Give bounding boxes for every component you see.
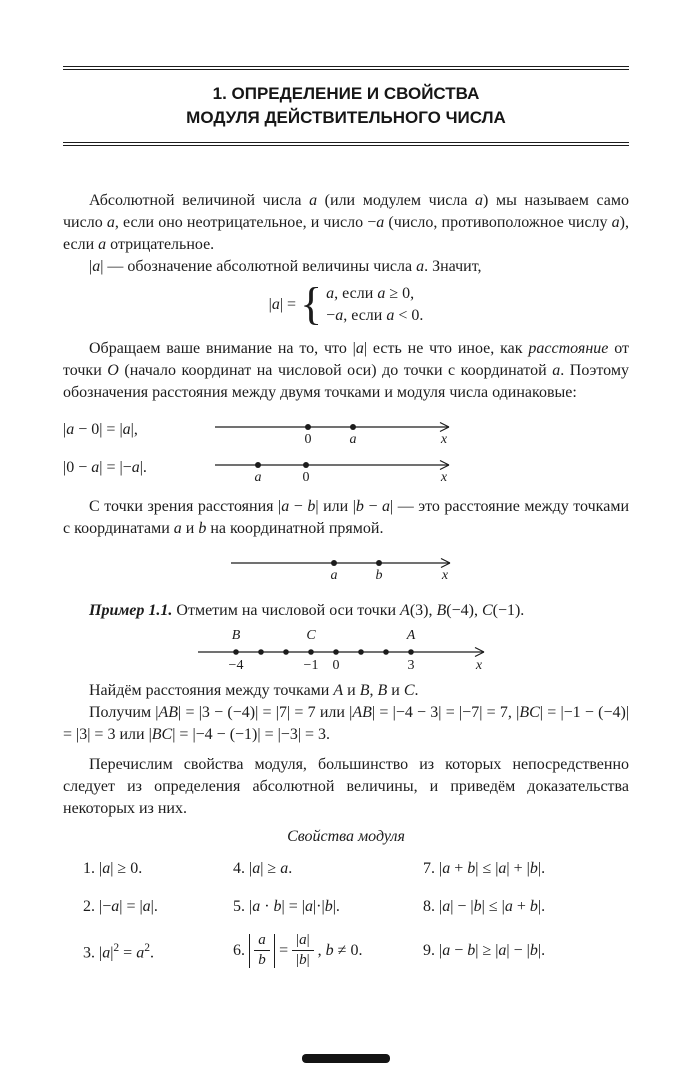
nl3-label-a: a	[330, 568, 337, 583]
cases-brace: {	[300, 278, 323, 329]
example-paragraph: Пример 1.1. Отметим на числовой оси точки A(3), B(−4), C(−1).	[89, 602, 525, 619]
nl2-label-a: a	[254, 470, 262, 485]
property-6-label: 6.	[233, 941, 245, 959]
paragraph-distance-ab: С точки зрения расстояния |a − b| или |b − a| — это расстояние между точками с координатами a и b на координатной прямой.	[63, 498, 630, 537]
fraction-a-over-b	[254, 932, 270, 970]
nl2-axis-label: x	[440, 470, 448, 485]
chapter-title	[63, 70, 629, 142]
chapter-title-line1: 1. ОПРЕДЕЛЕНИЕ И СВОЙСТВА	[212, 84, 480, 103]
property-6	[233, 932, 423, 970]
number-line-4	[196, 626, 496, 674]
modulus-cases-formula	[268, 278, 424, 329]
property-5: 5. |a · b| = |a|·|b|.	[233, 898, 340, 915]
fraction-denominator: b	[258, 952, 266, 969]
cases-lines	[326, 283, 423, 327]
property-8: 8. |a| − |b| ≤ |a + b|.	[423, 898, 546, 915]
nl1-label-a: a	[349, 432, 357, 447]
title-rule-bottom	[63, 142, 629, 146]
cases-line2: −a, если a < 0.	[326, 307, 424, 324]
property-9: 9. |a − b| ≥ |a| − |b|.	[423, 941, 546, 959]
property-3: 3. $|a|^2 = a^2$.	[83, 942, 154, 962]
nl4-axis-label: x	[475, 658, 483, 673]
properties-grid	[63, 856, 629, 970]
nl4-point-C: C	[306, 628, 316, 643]
paragraph-definition: Абсолютной величиной числа a (или модулем числа a) мы называем само число a, если оно неотрицательное, и число −a (число, противоположное числу a), если a отрицательное.	[63, 192, 629, 253]
property-7: 7. |a + b| ≤ |a| + |b|.	[423, 860, 546, 877]
paragraph-properties-intro: Перечислим свойства модуля, большинство из которых непосредственно следует из определения абсолютной величины, и приведём доказательства некоторых из них.	[63, 756, 629, 817]
nl3-axis-label: x	[441, 568, 448, 583]
property-6-condition: , b ≠ 0.	[317, 941, 363, 959]
nl3-label-b: b	[375, 568, 382, 583]
figure-row-1	[63, 412, 629, 448]
formula-a-minus-0: |a − 0| = |a|,	[63, 421, 138, 438]
number-line-2	[213, 450, 463, 486]
formula-0-minus-a: |0 − a| = |−a|.	[63, 459, 147, 476]
number-line-1	[213, 412, 463, 448]
paragraph-notation: |a| — обозначение абсолютной величины числа a. Значит,	[89, 258, 482, 275]
abs-bar-left	[249, 934, 250, 968]
property-1: 1. |a| ≥ 0.	[83, 860, 143, 877]
paragraph-computed-distances: Получим |AB| = |3 − (−4)| = |7| = 7 или |AB| = |−4 − 3| = |−7| = 7, |BC| = |−1 − (−4)| = |3| = 3 или |BC| = |−4 − (−1)| = |−3| = 3.	[63, 704, 630, 743]
fraction-denominator-abs: |b|	[296, 952, 310, 969]
fraction-numerator: a	[254, 932, 270, 951]
properties-heading: Свойства модуля	[287, 828, 405, 845]
chapter-title-line2: МОДУЛЯ ДЕЙСТВИТЕЛЬНОГО ЧИСЛА	[186, 108, 506, 127]
property-6-equals: =	[279, 941, 289, 959]
nl1-axis-label: x	[440, 432, 448, 447]
cases-lhs: |a| =	[268, 296, 297, 313]
nl4-label-minus4: −4	[228, 658, 244, 673]
property-2: 2. |−a| = |a|.	[83, 898, 158, 915]
property-4: 4. |a| ≥ a.	[233, 860, 293, 877]
nl4-label-minus1: −1	[303, 658, 319, 673]
page-bottom-mark	[302, 1054, 390, 1063]
nl4-label-three: 3	[407, 658, 415, 673]
nl4-label-zero: 0	[332, 658, 340, 673]
nl4-point-A: A	[406, 628, 416, 643]
fraction-absa-over-absb	[292, 932, 314, 970]
nl1-label-zero: 0	[304, 432, 312, 447]
paragraph-find-distances: Найдём расстояния между точками A и B, B и C.	[89, 682, 419, 699]
paragraph-distance: Обращаем ваше внимание на то, что |a| есть не что иное, как расстояние от точки O (начало координат на числовой оси) до точки с координатой a. Поэтому обозначения расстояния между двумя точками и модуля числа одинаковые:	[63, 340, 630, 401]
cases-line1: a, если a ≥ 0,	[326, 285, 415, 302]
figure-row-2	[63, 450, 629, 486]
nl2-label-zero: 0	[302, 470, 310, 485]
nl4-point-B: B	[231, 628, 241, 643]
fraction-numerator-abs: |a|	[292, 932, 314, 951]
chapter-title-block	[63, 66, 629, 146]
abs-bar-right	[274, 934, 275, 968]
number-line-3	[229, 548, 464, 584]
textbook-page	[0, 66, 692, 1067]
